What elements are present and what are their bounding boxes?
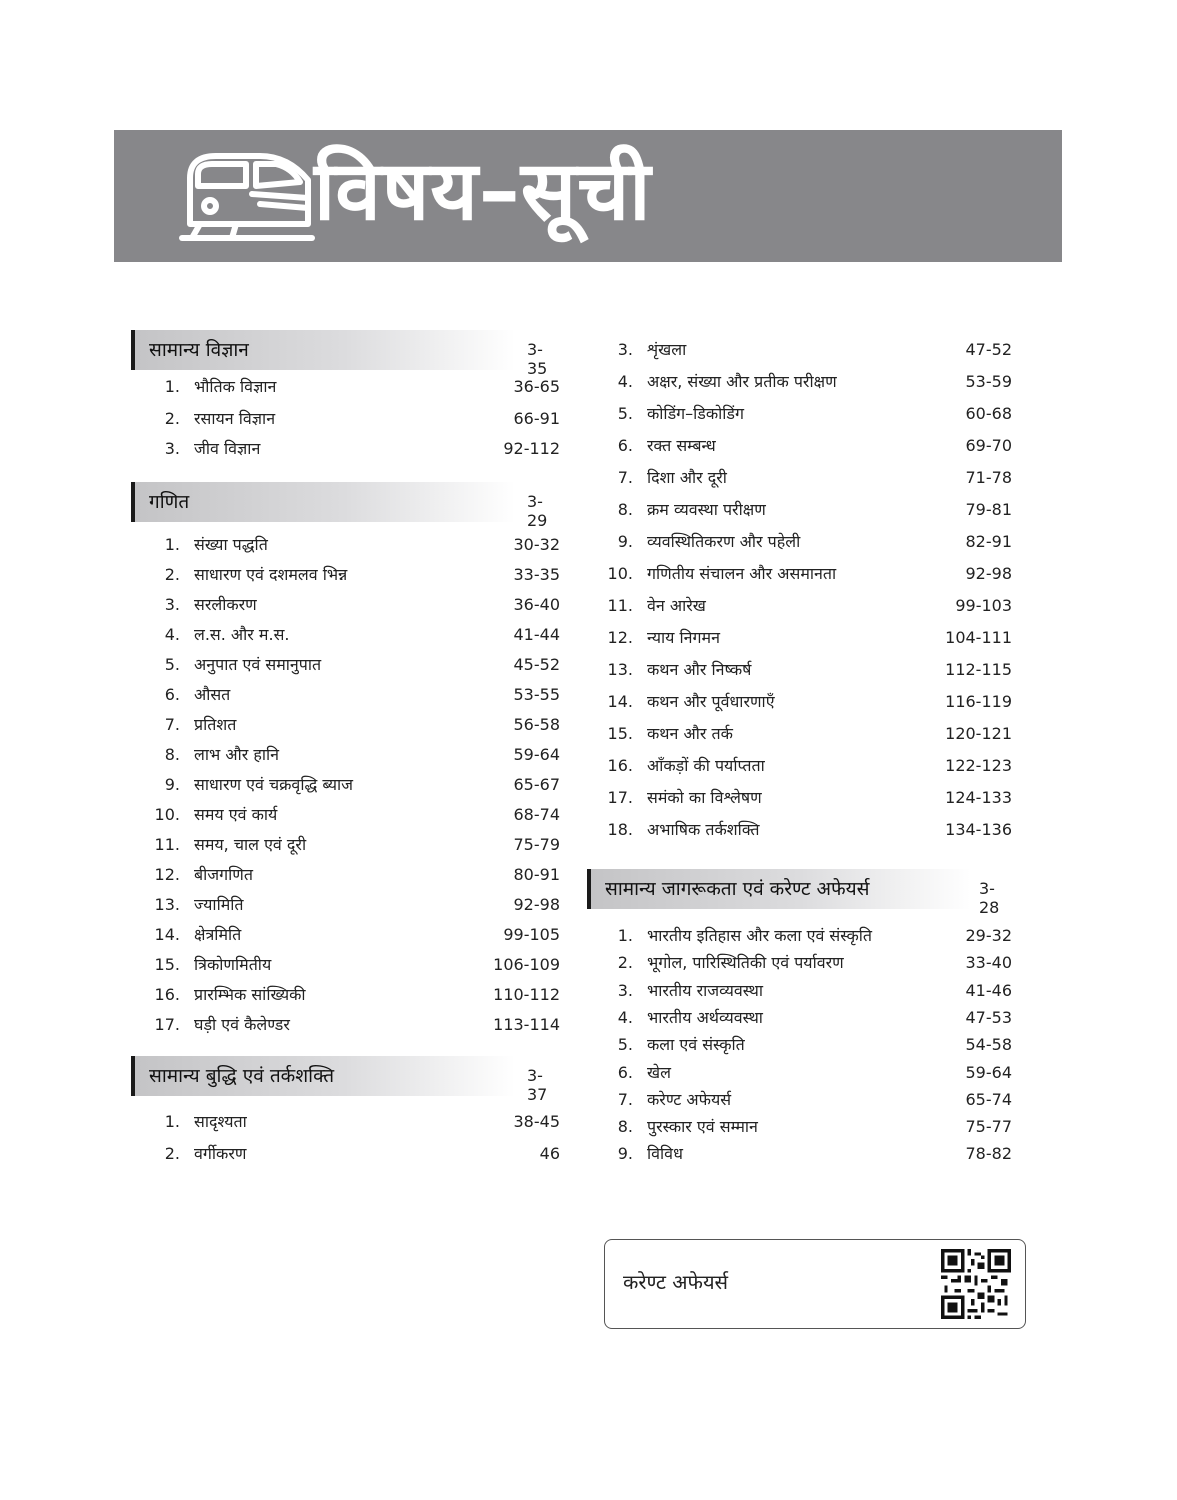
entry-number: 4. <box>164 625 180 644</box>
entry-pages: 65-74 <box>965 1089 1012 1109</box>
entry-number: 1. <box>164 377 180 396</box>
toc-entry <box>603 339 1012 361</box>
entry-title: कथन और निष्कर्ष <box>647 660 752 679</box>
entry-pages: 41-44 <box>513 625 560 644</box>
entry-number: 9. <box>164 775 180 794</box>
toc-entry <box>603 1116 1012 1138</box>
entry-title: प्रारम्भिक सांख्यिकी <box>194 985 306 1004</box>
entry-number: 18. <box>607 820 633 839</box>
section-title: गणित <box>149 491 190 513</box>
entry-number: 14. <box>607 692 633 711</box>
entry-number: 13. <box>154 895 180 914</box>
entry-title: ल.स. और म.स. <box>194 625 290 644</box>
entry-number: 2. <box>617 953 633 973</box>
entry-pages: 59-64 <box>513 745 560 764</box>
toc-entry <box>603 499 1012 521</box>
entry-number: 4. <box>617 1007 633 1027</box>
entry-title: आँकड़ों की पर्याप्तता <box>647 756 765 775</box>
toc-entry <box>603 755 1012 777</box>
entry-pages: 68-74 <box>513 805 560 824</box>
entry-number: 7. <box>617 468 633 487</box>
entry-number: 16. <box>607 756 633 775</box>
entry-title: साधारण एवं दशमलव भिन्न <box>194 565 348 584</box>
entry-pages: 71-78 <box>965 468 1012 487</box>
entry-title: ज्यामिति <box>194 895 244 914</box>
entry-number: 3. <box>164 595 180 614</box>
entry-pages: 106-109 <box>493 955 560 974</box>
entry-pages: 47-53 <box>965 1007 1012 1027</box>
entry-number: 3. <box>164 439 180 458</box>
entry-pages: 120-121 <box>945 724 1012 743</box>
entry-title: कोडिंग–डिकोडिंग <box>647 404 744 423</box>
entry-pages: 53-55 <box>513 685 560 704</box>
entry-number: 1. <box>164 1112 180 1131</box>
entry-pages: 54-58 <box>965 1035 1012 1055</box>
entry-title: समय, चाल एवं दूरी <box>194 835 307 854</box>
entry-pages: 99-105 <box>503 925 560 944</box>
entry-pages: 53-59 <box>965 372 1012 391</box>
entry-title: लाभ और हानि <box>194 745 279 764</box>
entry-title: भौतिक विज्ञान <box>194 377 277 396</box>
entry-title: पुरस्कार एवं सम्मान <box>647 1117 758 1137</box>
toc-entry <box>150 834 560 856</box>
toc-entry <box>150 804 560 826</box>
entry-title: बीजगणित <box>194 865 253 884</box>
entry-title: कथन और पूर्वधारणाएँ <box>647 692 775 711</box>
entry-number: 2. <box>164 1144 180 1163</box>
entry-title: वर्गीकरण <box>194 1144 247 1163</box>
toc-entry <box>603 1089 1012 1111</box>
entry-title: विविध <box>647 1144 683 1164</box>
toc-entry <box>150 1143 560 1165</box>
entry-title: औसत <box>194 685 231 704</box>
entry-title: सरलीकरण <box>194 595 257 614</box>
toc-entry <box>150 1111 560 1133</box>
entry-number: 2. <box>164 565 180 584</box>
toc-entry <box>603 627 1012 649</box>
toc-entry <box>603 403 1012 425</box>
toc-entry <box>150 624 560 646</box>
page-title: विषय–सूची <box>314 144 652 239</box>
entry-title: संख्या पद्धति <box>194 535 268 554</box>
toc-entry <box>150 864 560 886</box>
section-header-reasoning <box>131 1056 548 1104</box>
entry-number: 12. <box>607 628 633 647</box>
entry-title: समय एवं कार्य <box>194 805 278 824</box>
entry-number: 9. <box>617 1144 633 1164</box>
entry-title: शृंखला <box>647 340 687 359</box>
toc-entry <box>150 744 560 766</box>
toc-entry <box>150 594 560 616</box>
entry-number: 16. <box>154 985 180 1004</box>
section-title: सामान्य जागरूकता एवं करेण्ट अफेयर्स <box>605 878 870 900</box>
entry-title: त्रिकोणमितीय <box>194 955 272 974</box>
entry-title: भारतीय इतिहास और कला एवं संस्कृति <box>647 926 873 945</box>
entry-number: 2. <box>164 409 180 428</box>
title-banner <box>114 130 1062 262</box>
entry-title: साधारण एवं चक्रवृद्धि ब्याज <box>194 775 353 794</box>
entry-title: क्रम व्यवस्था परीक्षण <box>647 500 766 519</box>
toc-entry <box>150 894 560 916</box>
entry-title: भारतीय अर्थव्यवस्था <box>647 1007 763 1027</box>
entry-title: कथन और तर्क <box>647 724 733 743</box>
entry-number: 7. <box>164 715 180 734</box>
entry-pages: 113-114 <box>493 1015 560 1034</box>
entry-title: अभाषिक तर्कशक्ति <box>647 820 760 839</box>
entry-pages: 36-65 <box>513 377 560 396</box>
entry-title: भारतीय राजव्यवस्था <box>647 980 764 1000</box>
toc-entry <box>150 774 560 796</box>
entry-title: क्षेत्रमिति <box>194 925 242 944</box>
toc-entry <box>603 467 1012 489</box>
entry-pages: 110-112 <box>493 985 560 1004</box>
entry-title: खेल <box>647 1062 671 1082</box>
toc-entry <box>150 376 560 398</box>
toc-entry <box>603 531 1012 553</box>
entry-number: 3. <box>617 340 633 359</box>
entry-title: वेन आरेख <box>647 596 706 615</box>
toc-entry <box>150 1014 560 1036</box>
entry-number: 1. <box>164 535 180 554</box>
entry-number: 1. <box>617 926 633 945</box>
section-header-general-science <box>131 330 548 378</box>
entry-pages: 112-115 <box>945 660 1012 679</box>
entry-number: 8. <box>164 745 180 764</box>
entry-pages: 66-91 <box>513 409 560 428</box>
entry-title: न्याय निगमन <box>647 628 720 647</box>
entry-pages: 99-103 <box>955 596 1012 615</box>
entry-title: रक्त सम्बन्ध <box>647 436 716 455</box>
entry-pages: 36-40 <box>513 595 560 614</box>
entry-number: 5. <box>617 1035 633 1055</box>
entry-pages: 122-123 <box>945 756 1012 775</box>
section-pages: 3-37 <box>527 1066 548 1104</box>
toc-entry <box>150 714 560 736</box>
entry-title: करेण्ट अफेयर्स <box>647 1089 732 1109</box>
entry-pages: 92-112 <box>503 439 560 458</box>
entry-number: 15. <box>607 724 633 743</box>
entry-number: 12. <box>154 865 180 884</box>
entry-title: कला एवं संस्कृति <box>647 1035 745 1055</box>
entry-pages: 60-68 <box>965 404 1012 423</box>
section-header-general-awareness <box>587 869 1000 917</box>
toc-entry <box>603 952 1012 974</box>
entry-title: घड़ी एवं कैलेण्डर <box>194 1015 290 1034</box>
entry-pages: 59-64 <box>965 1062 1012 1082</box>
toc-entry <box>603 435 1012 457</box>
toc-entry <box>603 925 1012 947</box>
entry-number: 14. <box>154 925 180 944</box>
section-title: सामान्य बुद्धि एवं तर्कशक्ति <box>149 1065 335 1087</box>
toc-entry <box>603 1062 1012 1084</box>
entry-number: 8. <box>617 1117 633 1137</box>
entry-number: 8. <box>617 500 633 519</box>
entry-pages: 38-45 <box>513 1112 560 1131</box>
section-pages: 3-29 <box>527 492 548 530</box>
entry-number: 17. <box>154 1015 180 1034</box>
entry-title: सादृश्यता <box>194 1112 247 1131</box>
toc-entry <box>603 659 1012 681</box>
entry-number: 10. <box>154 805 180 824</box>
entry-title: समंको का विश्लेषण <box>647 788 762 807</box>
entry-number: 6. <box>617 436 633 455</box>
toc-entry <box>603 1007 1012 1029</box>
toc-entry <box>150 984 560 1006</box>
entry-number: 15. <box>154 955 180 974</box>
entry-pages: 79-81 <box>965 500 1012 519</box>
entry-title: रसायन विज्ञान <box>194 409 276 428</box>
section-pages: 3-35 <box>527 340 548 378</box>
toc-entry <box>603 1034 1012 1056</box>
entry-pages: 46 <box>539 1144 560 1163</box>
entry-pages: 92-98 <box>965 564 1012 583</box>
entry-pages: 75-77 <box>965 1117 1012 1137</box>
qr-label: करेण्ट अफेयर्स <box>623 1270 729 1294</box>
toc-entry <box>150 564 560 586</box>
entry-title: अक्षर, संख्या और प्रतीक परीक्षण <box>647 372 837 391</box>
entry-pages: 69-70 <box>965 436 1012 455</box>
entry-title: व्यवस्थितिकरण और पहेली <box>647 532 801 551</box>
toc-entry <box>150 924 560 946</box>
entry-title: भूगोल, पारिस्थितिकी एवं पर्यावरण <box>647 953 844 973</box>
entry-pages: 65-67 <box>513 775 560 794</box>
entry-pages: 78-82 <box>965 1144 1012 1164</box>
toc-entry <box>603 787 1012 809</box>
entry-number: 4. <box>617 372 633 391</box>
entry-pages: 47-52 <box>965 340 1012 359</box>
toc-entry <box>603 563 1012 585</box>
toc-entry <box>150 534 560 556</box>
entry-number: 9. <box>617 532 633 551</box>
entry-number: 11. <box>154 835 180 854</box>
entry-title: गणितीय संचालन और असमानता <box>647 564 837 583</box>
current-affairs-qr-box[interactable] <box>604 1239 1026 1329</box>
toc-entry <box>150 408 560 430</box>
entry-number: 6. <box>164 685 180 704</box>
qr-code-icon[interactable] <box>941 1249 1011 1319</box>
entry-number: 7. <box>617 1089 633 1109</box>
entry-pages: 80-91 <box>513 865 560 884</box>
entry-pages: 45-52 <box>513 655 560 674</box>
entry-pages: 30-32 <box>513 535 560 554</box>
train-icon <box>176 146 316 246</box>
toc-entry <box>150 438 560 460</box>
entry-title: प्रतिशत <box>194 715 237 734</box>
entry-number: 17. <box>607 788 633 807</box>
toc-entry <box>603 371 1012 393</box>
toc-entry <box>150 654 560 676</box>
entry-pages: 124-133 <box>945 788 1012 807</box>
toc-entry <box>150 684 560 706</box>
section-pages: 3-28 <box>979 879 1000 917</box>
entry-pages: 33-35 <box>513 565 560 584</box>
toc-entry <box>603 691 1012 713</box>
entry-title: जीव विज्ञान <box>194 439 261 458</box>
entry-pages: 41-46 <box>965 980 1012 1000</box>
entry-pages: 116-119 <box>945 692 1012 711</box>
toc-entry <box>603 1143 1012 1165</box>
entry-number: 3. <box>617 980 633 1000</box>
entry-pages: 29-32 <box>965 926 1012 945</box>
entry-pages: 92-98 <box>513 895 560 914</box>
entry-title: दिशा और दूरी <box>647 468 727 487</box>
entry-pages: 56-58 <box>513 715 560 734</box>
entry-pages: 82-91 <box>965 532 1012 551</box>
entry-number: 10. <box>607 564 633 583</box>
entry-pages: 104-111 <box>945 628 1012 647</box>
toc-entry <box>603 980 1012 1002</box>
entry-number: 5. <box>164 655 180 674</box>
entry-number: 6. <box>617 1062 633 1082</box>
entry-number: 11. <box>607 596 633 615</box>
section-title: सामान्य विज्ञान <box>149 339 249 361</box>
entry-pages: 75-79 <box>513 835 560 854</box>
section-header-maths <box>131 482 548 530</box>
toc-entry <box>603 595 1012 617</box>
entry-pages: 33-40 <box>965 953 1012 973</box>
entry-title: अनुपात एवं समानुपात <box>194 655 322 674</box>
toc-entry <box>603 723 1012 745</box>
toc-entry <box>603 819 1012 841</box>
entry-pages: 134-136 <box>945 820 1012 839</box>
entry-number: 13. <box>607 660 633 679</box>
toc-entry <box>150 954 560 976</box>
entry-number: 5. <box>617 404 633 423</box>
